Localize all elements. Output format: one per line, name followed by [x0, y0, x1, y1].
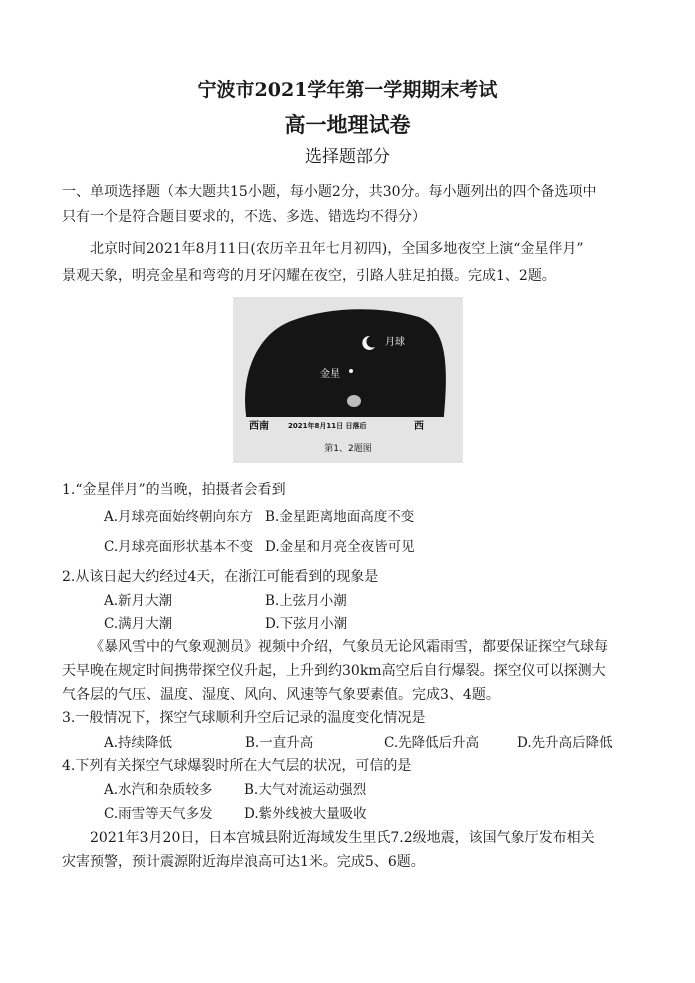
- passage2-line-1: 《暴风雪中的气象观测员》视频中介绍，气象员无论风霜雨雪，都要保证探空气球每: [90, 639, 608, 655]
- exam-subtitle: 高一地理试卷: [284, 112, 411, 137]
- q3-option-d: D.先升高后降低: [517, 735, 613, 751]
- section-title: 选择题部分: [305, 147, 390, 167]
- q1-option-b: B.金星距离地面高度不变: [265, 509, 415, 525]
- q2-option-c: C.满月大潮: [104, 616, 173, 632]
- passage3-line-1: 2021年3月20日，日本宫城县附近海域发生里氏7.2级地震，该国气象厅发布相关: [90, 830, 595, 846]
- q3-option-c: C.先降低后升高: [384, 735, 480, 751]
- streetlight-glow: [347, 395, 361, 407]
- q2-option-a: A.新月大潮: [104, 593, 173, 609]
- q3-option-a: A.持续降低: [104, 735, 173, 751]
- q2-option-d: D.下弦月小潮: [265, 616, 348, 632]
- q1-option-a: A.月球亮面始终朝向东方: [104, 509, 254, 525]
- exam-title: 宁波市2021学年第一学期期末考试: [197, 79, 498, 101]
- q4-option-d: D.紫外线被大量吸收: [244, 806, 367, 822]
- q1-option-c: C.月球亮面形状基本不变: [104, 539, 254, 555]
- instructions-line-1: 一、单项选择题（本大题共15小题，每小题2分，共30分。每小题列出的四个备选项中: [62, 184, 597, 200]
- q4-option-b: B.大气对流运动强烈: [244, 782, 367, 798]
- venus-label: 金星: [320, 369, 340, 380]
- west-label: 西: [414, 421, 424, 432]
- passage2-line-3: 气各层的气压、温度、湿度、风向、风速等气象要素值。完成3、4题。: [62, 687, 500, 703]
- q4-option-c: C.雨雪等天气多发: [104, 806, 213, 822]
- moon-label: 月球: [385, 337, 405, 348]
- figure-caption: 第1、2题图: [324, 444, 372, 454]
- passage1-line-1: 北京时间2021年8月11日(农历辛丑年七月初四)，全国多地夜空上演“金星伴月”: [90, 241, 584, 257]
- venus-moon-photo: [233, 297, 463, 463]
- passage2-line-2: 天早晚在规定时间携带探空仪升起，上升到约30km高空后自行爆裂。探空仪可以探测大: [62, 663, 606, 679]
- date-label: 2021年8月11日 日落后: [288, 422, 367, 430]
- q1-option-d: D.金星和月亮全夜皆可见: [265, 539, 415, 555]
- passage1-line-2: 景观天象，明亮金星和弯弯的月牙闪耀在夜空，引路人驻足拍摄。完成1、2题。: [62, 268, 556, 284]
- venus-moon-figure: [233, 297, 463, 463]
- q4-option-a: A.水汽和杂质较多: [104, 782, 213, 798]
- q3-stem: 3.一般情况下，探空气球顺利升空后记录的温度变化情况是: [62, 710, 426, 726]
- q4-stem: 4.下列有关探空气球爆裂时所在大气层的状况，可信的是: [62, 758, 412, 774]
- q3-option-b: B.一直升高: [245, 735, 314, 751]
- west-south-label: 西南: [249, 421, 269, 432]
- venus-dot: [349, 369, 353, 373]
- q2-stem: 2.从该日起大约经过4天，在浙江可能看到的现象是: [62, 569, 379, 585]
- instructions-line-2: 只有一个是符合题目要求的，不选、多选、错选均不得分）: [62, 209, 426, 225]
- q1-stem: 1.“金星伴月”的当晚，拍摄者会看到: [62, 482, 286, 498]
- q2-option-b: B.上弦月小潮: [265, 593, 347, 609]
- passage3-line-2: 灾害预警，预计震源附近海岸浪高可达1米。完成5、6题。: [62, 854, 425, 870]
